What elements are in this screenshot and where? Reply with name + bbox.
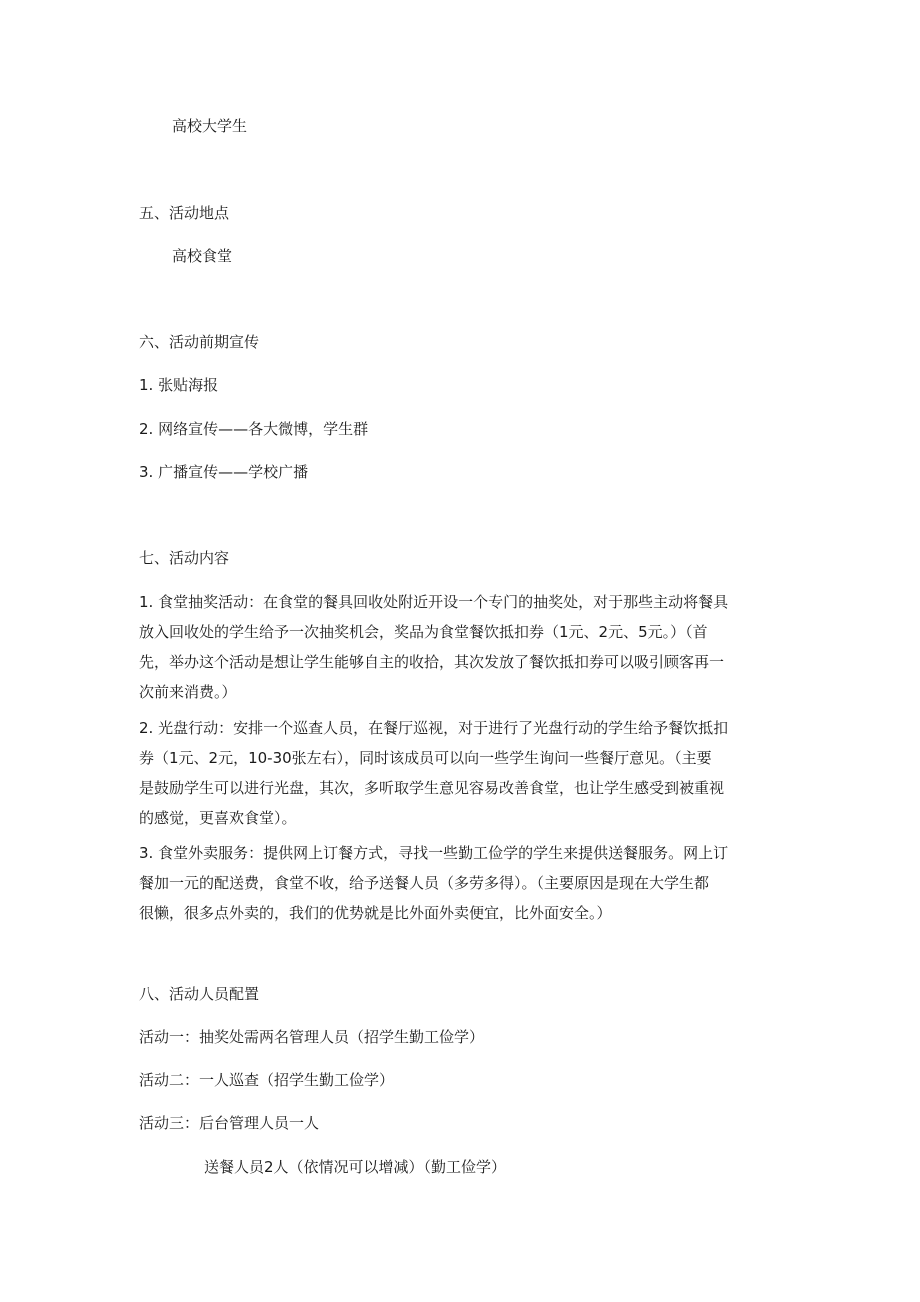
list-item: 3. 广播宣传——学校广播	[139, 463, 309, 481]
section-6-heading: 六、活动前期宣传	[139, 333, 260, 351]
paragraph-line: 很懒，很多点外卖的，我们的优势就是比外面外卖便宜，比外面安全。）	[139, 904, 612, 922]
activity-clean-plate-paragraph	[139, 713, 728, 833]
paragraph-line: 次前来消费。）	[139, 683, 237, 701]
staffing-item: 活动一：抽奖处需两名管理人员（招学生勤工俭学）	[139, 1028, 485, 1046]
staffing-item: 活动二：一人巡查（招学生勤工俭学）	[139, 1071, 395, 1089]
paragraph-line: 1. 食堂抽奖活动：在食堂的餐具回收处附近开设一个专门的抽奖处，对于那些主动将餐具	[139, 593, 729, 611]
activity-lottery-paragraph	[139, 587, 728, 707]
paragraph-line: 先，举办这个活动是想让学生能够自主的收拾，其次发放了餐饮抵扣券可以吸引顾客再一	[139, 653, 725, 671]
target-audience: 高校大学生	[172, 117, 248, 135]
paragraph-line: 是鼓励学生可以进行光盘，其次，多听取学生意见容易改善食堂，也让学生感受到被重视	[139, 779, 725, 797]
section-7-heading: 七、活动内容	[139, 549, 230, 567]
list-item: 1. 张贴海报	[139, 376, 219, 394]
paragraph-line: 放入回收处的学生给予一次抽奖机会，奖品为食堂餐饮抵扣券（1元、2元、5元。）（首	[139, 623, 708, 641]
section-5-content: 高校食堂	[172, 247, 233, 265]
activity-delivery-paragraph	[139, 838, 728, 928]
section-8-heading: 八、活动人员配置	[139, 985, 260, 1003]
section-5-heading: 五、活动地点	[139, 204, 230, 222]
list-item: 2. 网络宣传——各大微博，学生群	[139, 420, 369, 438]
staffing-item: 活动三：后台管理人员一人	[139, 1114, 320, 1132]
paragraph-line: 餐加一元的配送费，食堂不收，给予送餐人员（多劳多得）。（主要原因是现在大学生都	[139, 874, 710, 892]
paragraph-line: 券（1元、2元，10-30张左右），同时该成员可以向一些学生询问一些餐厅意见。（主要	[139, 749, 712, 767]
staffing-item: 送餐人员2人（依情况可以增减）（勤工俭学）	[204, 1158, 507, 1176]
paragraph-line: 2. 光盘行动：安排一个巡查人员，在餐厅巡视，对于进行了光盘行动的学生给予餐饮抵扣	[139, 719, 729, 737]
paragraph-line: 的感觉，更喜欢食堂）。	[139, 809, 297, 827]
paragraph-line: 3. 食堂外卖服务：提供网上订餐方式，寻找一些勤工俭学的学生来提供送餐服务。网上订	[139, 844, 729, 862]
